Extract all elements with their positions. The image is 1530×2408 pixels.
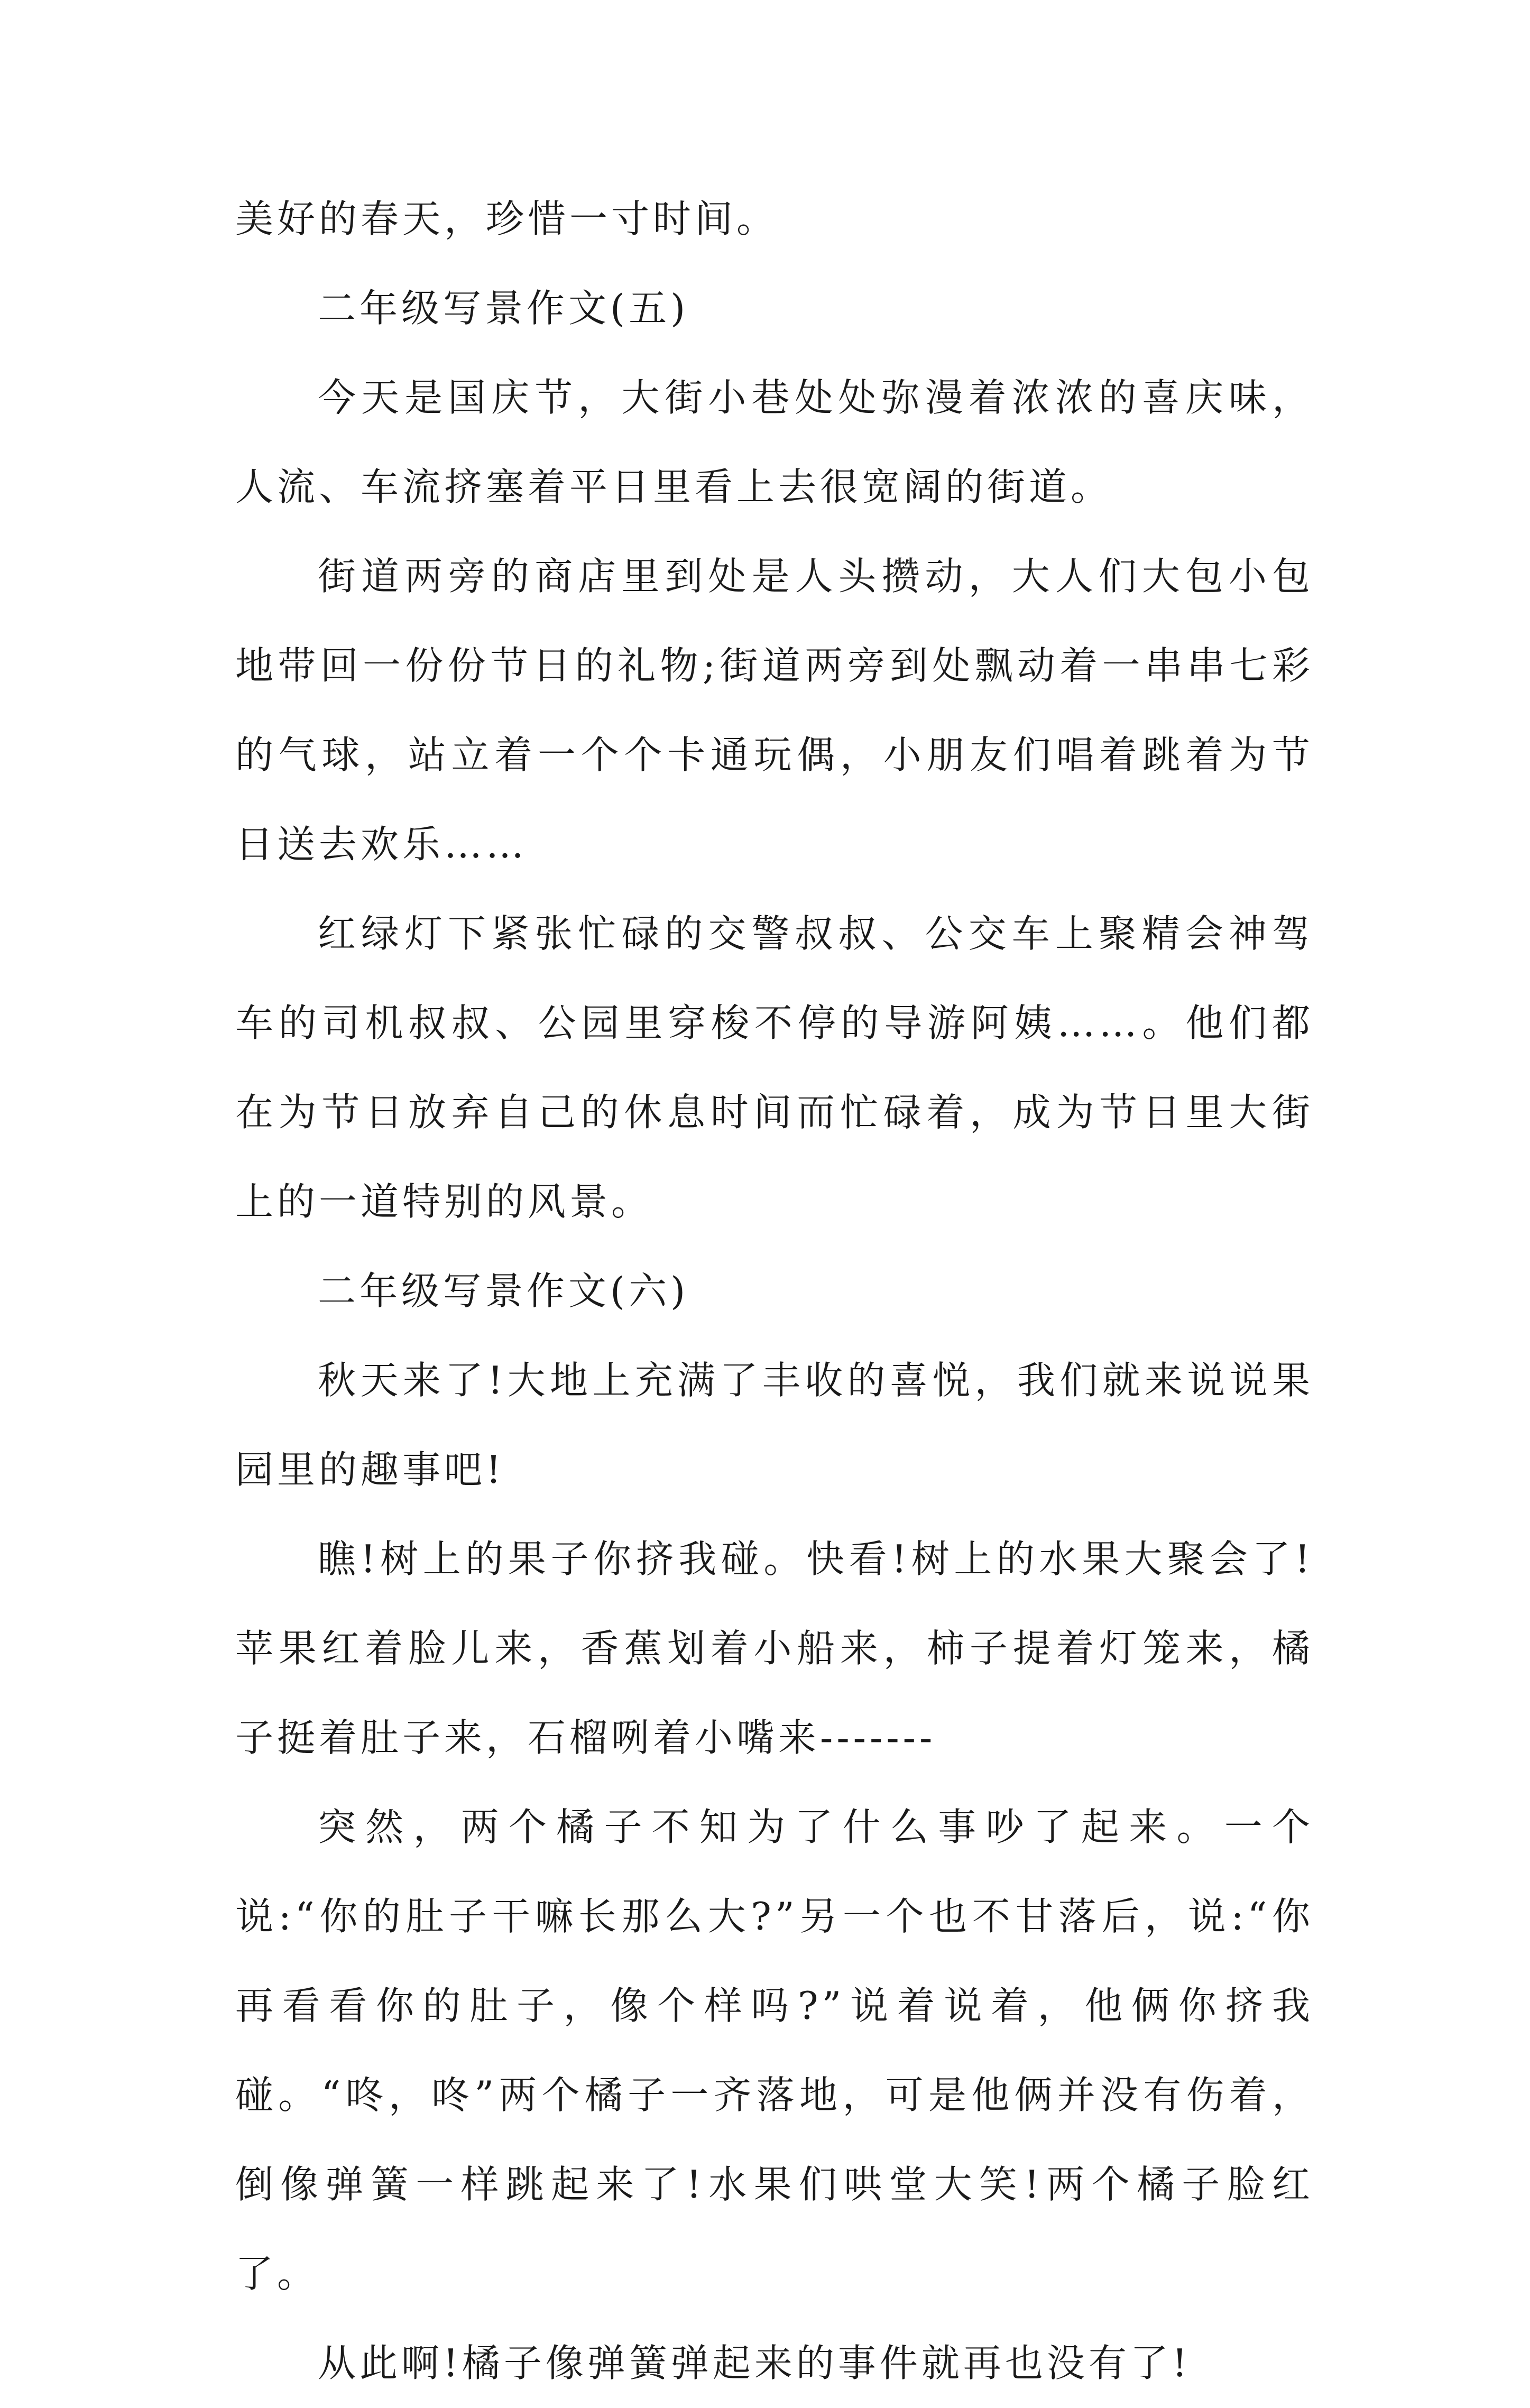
paragraph: 美好的春天，珍惜一寸时间。: [235, 197, 779, 241]
section-heading: 二年级写景作文(六): [318, 1269, 689, 1313]
paragraph: 瞧!树上的果子你挤我碰。快看!树上的水果大聚会了!苹果红着脸儿来，香蕉划着小船来，柿子提着灯笼来，橘子挺着肚子来，石榴咧着小嘴来-------: [235, 1537, 1314, 1760]
paragraph: 秋天来了!大地上充满了丰收的喜悦，我们就来说说果园里的趣事吧!: [235, 1358, 1314, 1492]
paragraph: 从此啊!橘子像弹簧弹起来的事件就再也没有了!: [318, 2341, 1191, 2385]
paragraph: 街道两旁的商店里到处是人头攒动，大人们大包小包地带回一份份节日的礼物;街道两旁到处飘动着一串串七彩的气球，站立着一个个卡通玩偶，小朋友们唱着跳着为节日送去欢乐……: [235, 554, 1314, 866]
article-body: [235, 174, 1314, 2408]
paragraph: 红绿灯下紧张忙碌的交警叔叔、公交车上聚精会神驾车的司机叔叔、公园里穿梭不停的导游阿姨……。他们都在为节日放弃自己的休息时间而忙碌着，成为节日里大街上的一道特别的风景。: [235, 911, 1314, 1224]
section-heading: 二年级写景作文(五): [318, 286, 689, 330]
paragraph: 今天是国庆节，大街小巷处处弥漫着浓浓的喜庆味，人流、车流挤塞着平日里看上去很宽阔的街道。: [235, 375, 1314, 509]
paragraph: 突然，两个橘子不知为了什么事吵了起来。一个说:“你的肚子干嘛长那么大?”另一个也不甘落后，说:“你再看看你的肚子，像个样吗?”说着说着，他俩你挤我碰。“咚，咚”两个橘子一齐落地，可是他俩并没有伤着，倒像弹簧一样跳起来了!水果们哄堂大笑!两个橘子脸红了。: [235, 1805, 1314, 2296]
